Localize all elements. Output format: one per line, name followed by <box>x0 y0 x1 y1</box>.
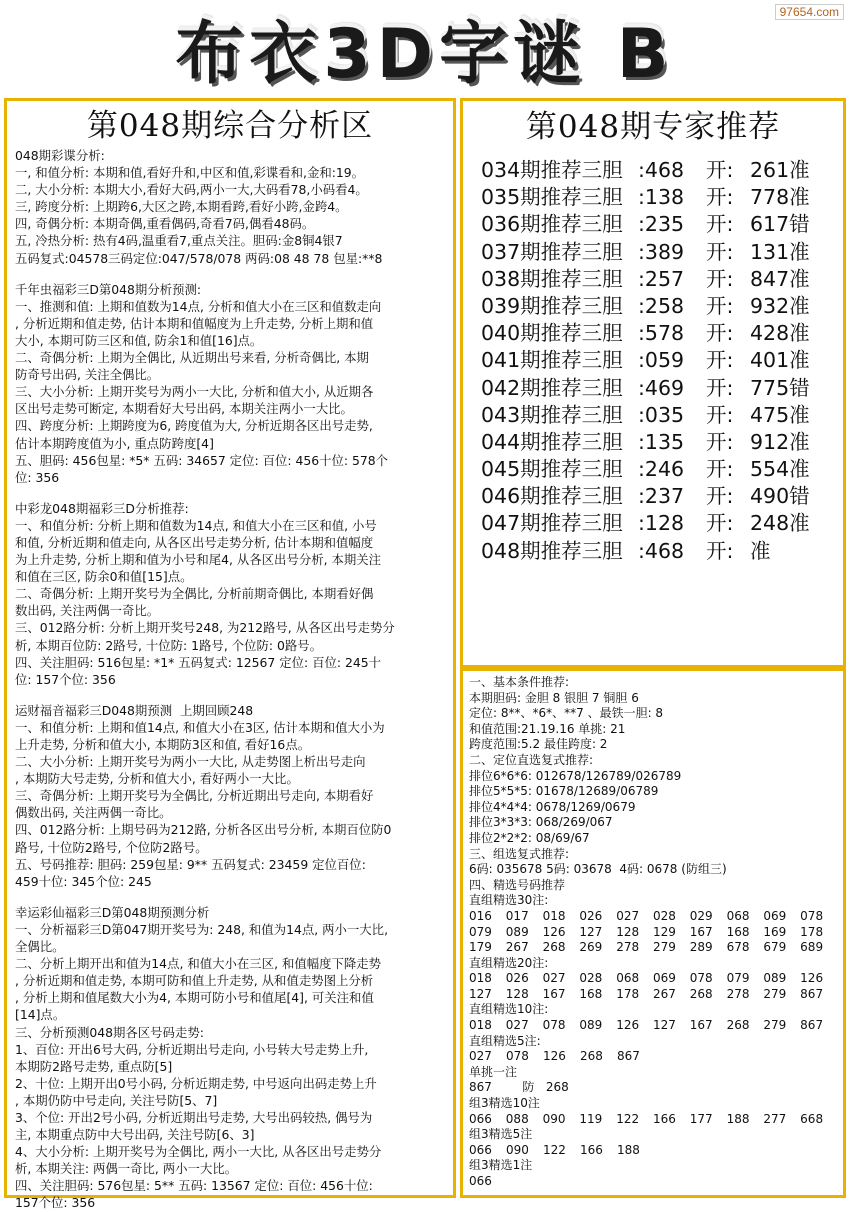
analysis-line: 五、胆码: 456包星: *5* 五码: 34657 定位: 百位: 456十位: 578个 <box>15 452 389 468</box>
number-cell: 278 <box>726 986 750 1001</box>
recommended-code: :246 <box>638 457 685 482</box>
recommendation-row <box>481 402 843 429</box>
banner <box>0 0 850 96</box>
analysis-line: 四、关注胆码: 576包星: 5** 五码: 13567 定位: 百位: 456十位: <box>15 1178 373 1194</box>
condition-line: 定位: 8**、*6*、**7 、最铁一胆: 8 <box>469 706 664 721</box>
number-cell: 867 <box>617 1049 640 1064</box>
group-label: 组3精选5注 <box>469 1127 533 1142</box>
section-heading: 千年虫福彩三D第048期分析预测: <box>15 281 202 297</box>
number-cell: 027 <box>616 908 640 923</box>
condition-line: 二、定位直选复式推荐: <box>469 752 594 767</box>
analysis-line: 五, 冷热分析: 热有4码,温重看7,重点关注。胆码:金8铜4银7 <box>15 233 343 249</box>
number-cell: 268 <box>689 986 713 1001</box>
draw-result: 847准 <box>750 266 810 291</box>
number-cell: 267 <box>652 986 676 1001</box>
period-label: 041期推荐三胆 <box>481 348 623 373</box>
recommended-code: :059 <box>638 348 685 373</box>
number-cell: 066 <box>469 1111 492 1126</box>
number-cell: 178 <box>616 986 640 1001</box>
number-cell: 168 <box>726 924 750 939</box>
number-cell: 016 <box>469 908 492 923</box>
analysis-panel <box>4 98 456 1211</box>
number-cell: 178 <box>800 924 824 939</box>
analysis-line: 三、奇偶分析: 上期开奖号为全偶比, 分析近期出号走向, 本期看好 <box>15 788 374 804</box>
number-cell: 167 <box>542 986 566 1001</box>
analysis-line: 3、个位: 开出2号小码, 分析近期出号走势, 大号出码较热, 偶号为 <box>15 1109 373 1125</box>
number-cell: 279 <box>652 940 676 955</box>
analysis-line: 三, 跨度分析: 上期跨6,大区之跨,本期看跨,看好小跨,金跨4。 <box>15 199 348 215</box>
draw-result: 475准 <box>750 402 810 427</box>
section-heading: 幸运彩仙福彩三D第048期预测分析 <box>15 904 210 920</box>
number-cell: 679 <box>763 940 787 955</box>
analysis-line: 一、分析福彩三D第047期开奖号为: 248, 和值为14点, 两小一大比, <box>15 921 389 937</box>
number-cell: 668 <box>800 1111 824 1126</box>
number-cell: 027 <box>542 971 566 986</box>
number-row <box>469 1049 837 1065</box>
analysis-line: 位: 157个位: 356 <box>15 671 116 687</box>
analysis-line: 一、推测和值: 上期和值数为14点, 分析和值大小在三区和值数走向 <box>15 298 382 314</box>
number-cell: 122 <box>543 1142 566 1157</box>
number-row <box>469 940 837 956</box>
conditions-body <box>463 671 843 1190</box>
draw-result: 准 <box>750 538 771 563</box>
recommendation-row <box>481 184 843 211</box>
number-cell: 018 <box>542 908 566 923</box>
draw-label: 开: <box>706 321 734 346</box>
analysis-line: 459十位: 345个位: 245 <box>15 873 152 889</box>
recommended-code: :138 <box>638 185 685 210</box>
number-cell: 166 <box>580 1142 603 1157</box>
number-cell: 126 <box>800 971 824 986</box>
recommendation-row <box>481 429 843 456</box>
number-row <box>469 925 837 941</box>
number-cell: 279 <box>763 986 787 1001</box>
period-label: 045期推荐三胆 <box>481 457 623 482</box>
conditions-panel <box>460 668 846 1198</box>
analysis-line: , 本期仍防中号走向, 关注号防[5、7] <box>15 1092 218 1108</box>
analysis-line: 和值在三区, 防余0和值[15]点。 <box>15 569 193 585</box>
recommendation-row <box>481 375 843 402</box>
recommended-code: :135 <box>638 429 685 454</box>
number-cell: 269 <box>579 940 603 955</box>
analysis-line: 五码复式:04578三码定位:047/578/078 两码:08 48 78 包星:**8 <box>15 250 383 266</box>
analysis-line: 本期防2路号走势, 重点防[5] <box>15 1058 173 1074</box>
number-cell: 028 <box>579 971 603 986</box>
number-cell: 018 <box>469 971 492 986</box>
number-cell: 018 <box>469 1018 492 1033</box>
period-label: 048期推荐三胆 <box>481 538 623 563</box>
condition-line: 本期胆码: 金胆 8 银胆 7 铜胆 6 <box>469 690 639 705</box>
number-cell: 126 <box>542 924 566 939</box>
section-heading: 048期彩谍分析: <box>15 148 105 163</box>
recommended-code: :257 <box>638 266 685 291</box>
number-cell: 867 <box>800 1018 824 1033</box>
number-cell: 126 <box>543 1049 566 1064</box>
section-heading: 运财福音福彩三D048期预测 上期回顾248 <box>15 702 254 718</box>
number-cell: 119 <box>579 1111 603 1126</box>
condition-line: 一、基本条件推荐: <box>469 675 570 689</box>
number-cell: 179 <box>469 940 492 955</box>
number-row <box>469 971 837 987</box>
analysis-body <box>7 145 453 1212</box>
single-pick: 867 防 268 <box>469 1080 569 1095</box>
analysis-line: 一, 和值分析: 本期和值,看好升和,中区和值,彩谍看和,金和:19。 <box>15 165 365 181</box>
period-label: 037期推荐三胆 <box>481 239 623 264</box>
draw-label: 开: <box>706 266 734 291</box>
period-label: 035期推荐三胆 <box>481 185 623 210</box>
draw-result: 428准 <box>750 321 810 346</box>
section-heading: 中彩龙048期福彩三D分析推荐: <box>15 500 189 516</box>
analysis-line: 三、012路分析: 分析上期开奖号248, 为212路号, 从各区出号走势分 <box>15 620 395 636</box>
number-cell: 026 <box>505 971 529 986</box>
section-gap <box>15 890 447 904</box>
draw-result: 912准 <box>750 429 810 454</box>
expert-list <box>463 157 843 565</box>
expert-panel <box>460 98 846 668</box>
analysis-line: 一、和值分析: 上期和值14点, 和值大小在3区, 估计本期和值大小为 <box>15 719 385 735</box>
number-cell: 167 <box>689 1018 713 1033</box>
number-cell: 079 <box>726 971 750 986</box>
number-cell: 122 <box>616 1111 640 1126</box>
recommendation-row <box>481 456 843 483</box>
analysis-line: 五、号码推荐: 胆码: 259包星: 9** 五码复式: 23459 定位百位: <box>15 856 366 872</box>
number-cell: 069 <box>763 908 787 923</box>
draw-result: 131准 <box>750 239 810 264</box>
number-cell: 278 <box>616 940 640 955</box>
analysis-line: 4、大小分析: 上期开奖号为全偶比, 两小一大比, 从各区出号走势分 <box>15 1144 382 1160</box>
recommended-code: :128 <box>638 511 685 536</box>
group-label: 直组精选10注: <box>469 1002 549 1017</box>
analysis-line: 区出号走势可断定, 本期看好大号出码, 本期关注两小一大比。 <box>15 401 353 417</box>
analysis-line: 大小, 本期可防三区和值, 防余1和值[16]点。 <box>15 332 263 348</box>
analysis-line: 数出码, 关注两偶一奇比。 <box>15 603 160 619</box>
period-label: 047期推荐三胆 <box>481 511 623 536</box>
section-gap <box>15 688 447 702</box>
recommended-code: :258 <box>638 293 685 318</box>
number-cell: 078 <box>800 908 824 923</box>
draw-label: 开: <box>706 429 734 454</box>
analysis-line: 三、大小分析: 上期开奖号为两小一大比, 分析和值大小, 从近期各 <box>15 384 374 400</box>
group-label: 直组精选20注: <box>469 955 549 970</box>
analysis-line: 四、012路分析: 上期号码为212路, 分析各区出号分析, 本期百位防0 <box>15 822 392 838</box>
analysis-line: 二、分析上期开出和值为14点, 和值大小在三区, 和值幅度下降走势 <box>15 956 382 972</box>
number-cell: 089 <box>505 924 529 939</box>
analysis-line: 二, 大小分析: 本期大小,看好大码,两小一大,大码看78,小码看4。 <box>15 182 368 198</box>
recommended-code: :578 <box>638 321 685 346</box>
condition-line: 和值范围:21.19.16 单挑: 21 <box>469 721 626 736</box>
analysis-line: 位: 356 <box>15 469 60 485</box>
expert-title: 第048期专家推荐 <box>525 109 781 145</box>
number-cell: 127 <box>652 1018 676 1033</box>
number-row <box>469 1018 837 1034</box>
recommendation-row <box>481 510 843 537</box>
draw-label: 开: <box>706 212 734 237</box>
number-cell: 268 <box>726 1018 750 1033</box>
analysis-line: 估计本期跨度值为小, 重点防跨度[4] <box>15 435 214 451</box>
draw-label: 开: <box>706 293 734 318</box>
number-row <box>469 1143 837 1159</box>
recommendation-row <box>481 538 843 565</box>
period-label: 038期推荐三胆 <box>481 266 623 291</box>
analysis-line: 二、奇偶分析: 上期为全偶比, 从近期出号来看, 分析奇偶比, 本期 <box>15 350 369 366</box>
condition-line: 排位6*6*6: 012678/126789/026789 <box>469 768 682 783</box>
period-label: 034期推荐三胆 <box>481 158 623 182</box>
analysis-line: 析, 本期百位防: 2路号, 十位防: 1路号, 个位防: 0路号。 <box>15 637 323 653</box>
analysis-line: , 分析近期和值走势, 估计本期和值幅度为上升走势, 分析上期和值 <box>15 315 374 331</box>
group-label: 组3精选1注 <box>469 1158 533 1173</box>
group-label: 直组精选5注: <box>469 1033 541 1048</box>
analysis-line: 上升走势, 分析和值大小, 本期防3区和值, 看好16点。 <box>15 737 311 752</box>
number-cell: 027 <box>469 1049 492 1064</box>
recommendation-row <box>481 266 843 293</box>
draw-result: 932准 <box>750 293 810 318</box>
number-cell: 289 <box>689 940 713 955</box>
number-cell: 078 <box>542 1018 566 1033</box>
number-row <box>469 987 837 1003</box>
number-cell: 167 <box>689 924 713 939</box>
condition-line: 排位3*3*3: 068/269/067 <box>469 815 613 830</box>
draw-label: 开: <box>706 484 734 509</box>
number-cell: 128 <box>616 924 640 939</box>
number-cell: 267 <box>505 940 529 955</box>
number-cell: 090 <box>506 1142 529 1157</box>
recommended-code: :468 <box>638 538 685 563</box>
recommendation-row <box>481 320 843 347</box>
number-cell: 168 <box>579 986 603 1001</box>
analysis-line: 和值, 分析近期和值走向, 从各区出号走势分析, 估计本期和值幅度 <box>15 534 374 550</box>
recommended-code: :468 <box>638 158 685 182</box>
analysis-line: 二、奇偶分析: 上期开奖号为全偶比, 分析前期奇偶比, 本期看好偶 <box>15 586 374 602</box>
period-label: 042期推荐三胆 <box>481 375 623 400</box>
analysis-line: 为上升走势, 分析上期和值为小号和尾4, 从各区出号分析, 本期关注 <box>15 552 382 568</box>
draw-result: 261准 <box>750 158 810 182</box>
period-label: 044期推荐三胆 <box>481 429 623 454</box>
site-watermark: 97654.com <box>775 4 844 20</box>
number-cell: 088 <box>505 1111 529 1126</box>
analysis-line: 1、百位: 开出6号大码, 分析近期出号走向, 小号转大号走势上升, <box>15 1041 369 1057</box>
analysis-line: , 分析上期和值尾数大小为4, 本期可防小号和值尾[4], 可关注和值 <box>15 990 374 1006</box>
number-cell: 268 <box>542 940 566 955</box>
draw-label: 开: <box>706 538 734 563</box>
recommended-code: :237 <box>638 484 685 509</box>
number-row <box>469 1112 837 1128</box>
recommendation-row <box>481 239 843 266</box>
number-cell: 268 <box>580 1049 603 1064</box>
period-label: 046期推荐三胆 <box>481 484 623 509</box>
analysis-line: 157个位: 356 <box>15 1195 96 1211</box>
draw-label: 开: <box>706 511 734 536</box>
analysis-line: 全偶比。 <box>15 939 65 955</box>
analysis-line: 主, 本期重点防中大号出码, 关注号防[6、3] <box>15 1127 255 1143</box>
condition-line: 四、精选号码推荐 <box>469 877 566 892</box>
number-cell: 078 <box>506 1049 529 1064</box>
number-cell: 078 <box>689 971 713 986</box>
condition-line: 排位5*5*5: 01678/12689/06789 <box>469 784 659 799</box>
number-cell: 169 <box>763 924 787 939</box>
condition-line: 跨度范围:5.2 最佳跨度: 2 <box>469 737 608 752</box>
analysis-line: 析, 本期关注: 两偶一奇比, 两小一大比。 <box>15 1161 238 1177</box>
number-cell: 188 <box>617 1142 640 1157</box>
number-cell: 066 <box>469 1174 492 1188</box>
number-row <box>469 909 837 925</box>
analysis-line: 三、分析预测048期各区号码走势: <box>15 1024 204 1040</box>
number-cell: 026 <box>579 908 603 923</box>
number-cell: 029 <box>689 908 713 923</box>
recommended-code: :469 <box>638 375 685 400</box>
number-cell: 129 <box>652 924 676 939</box>
analysis-line: 防奇号出码, 关注全偶比。 <box>15 367 160 383</box>
analysis-line: 四、关注胆码: 516包星: *1* 五码复式: 12567 定位: 百位: 245十 <box>15 654 382 670</box>
number-cell: 089 <box>579 1018 603 1033</box>
analysis-line: 四、跨度分析: 上期跨度为6, 跨度值为大, 分析近期各区出号走势, <box>15 418 373 434</box>
draw-result: 490错 <box>750 484 810 509</box>
analysis-line: [14]点。 <box>15 1007 66 1023</box>
condition-line: 三、组选复式推荐: <box>469 846 570 861</box>
number-cell: 166 <box>652 1111 676 1126</box>
draw-result: 248准 <box>750 511 810 536</box>
number-cell: 090 <box>542 1111 566 1126</box>
analysis-line: 二、大小分析: 上期开奖号为两小一大比, 从走势图上析出号走向 <box>15 754 366 770</box>
recommendation-row <box>481 157 843 184</box>
number-cell: 177 <box>689 1111 713 1126</box>
number-cell: 127 <box>469 986 492 1001</box>
draw-result: 617错 <box>750 212 810 237</box>
number-cell: 079 <box>469 924 492 939</box>
period-label: 036期推荐三胆 <box>481 212 623 237</box>
section-gap <box>15 267 447 281</box>
recommendation-row <box>481 211 843 238</box>
number-cell: 188 <box>726 1111 750 1126</box>
draw-label: 开: <box>706 457 734 482</box>
number-cell: 066 <box>469 1142 492 1157</box>
condition-line: 6码: 035678 5码: 03678 4码: 0678 (防组三) <box>469 862 727 877</box>
draw-result: 778准 <box>750 185 810 210</box>
number-cell: 126 <box>616 1018 640 1033</box>
number-cell: 279 <box>763 1018 787 1033</box>
condition-line: 直组精选30注: <box>469 893 549 908</box>
number-cell: 689 <box>800 940 824 955</box>
analysis-line: 偶数出码, 关注两偶一奇比。 <box>15 805 172 821</box>
number-cell: 127 <box>579 924 603 939</box>
number-cell: 028 <box>652 908 676 923</box>
group-label: 单挑一注 <box>469 1064 518 1079</box>
number-cell: 867 <box>800 986 824 1001</box>
section-gap <box>15 486 447 500</box>
number-cell: 678 <box>726 940 750 955</box>
analysis-line: 2、十位: 上期开出0号小码, 分析近期走势, 中号返向出码走势上升 <box>15 1075 377 1091</box>
analysis-line: 路号, 十位防2路号, 个位防2路号。 <box>15 839 208 855</box>
group-label: 组3精选10注 <box>469 1096 540 1111</box>
number-cell: 068 <box>726 908 750 923</box>
number-cell: 128 <box>505 986 529 1001</box>
number-cell: 068 <box>616 971 640 986</box>
number-row <box>469 1174 837 1190</box>
number-cell: 277 <box>763 1111 787 1126</box>
condition-line: 排位2*2*2: 08/69/67 <box>469 830 590 845</box>
draw-label: 开: <box>706 158 734 182</box>
number-cell: 089 <box>763 971 787 986</box>
draw-label: 开: <box>706 348 734 373</box>
recommendation-row <box>481 347 843 374</box>
period-label: 043期推荐三胆 <box>481 402 623 427</box>
period-label: 040期推荐三胆 <box>481 321 623 346</box>
recommended-code: :035 <box>638 402 685 427</box>
draw-result: 401准 <box>750 348 810 373</box>
draw-result: 775错 <box>750 375 810 400</box>
draw-result: 554准 <box>750 457 810 482</box>
recommended-code: :235 <box>638 212 685 237</box>
draw-label: 开: <box>706 375 734 400</box>
number-cell: 069 <box>652 971 676 986</box>
draw-label: 开: <box>706 402 734 427</box>
banner-title: 布衣3D字谜 B <box>175 14 675 94</box>
analysis-line: 四, 奇偶分析: 本期奇偶,重看偶码,奇看7码,偶看48码。 <box>15 216 315 232</box>
period-label: 039期推荐三胆 <box>481 293 623 318</box>
number-cell: 027 <box>505 1018 529 1033</box>
number-cell: 017 <box>505 908 529 923</box>
analysis-title: 第048期综合分析区 <box>86 108 374 144</box>
analysis-line: , 本期防大号走势, 分析和值大小, 看好两小一大比。 <box>15 771 299 787</box>
analysis-line: , 分析近期和值走势, 本期可防和值上升走势, 从和值走势图上分析 <box>15 973 374 989</box>
recommendation-row <box>481 293 843 320</box>
draw-label: 开: <box>706 239 734 264</box>
recommendation-row <box>481 483 843 510</box>
recommended-code: :389 <box>638 239 685 264</box>
condition-line: 排位4*4*4: 0678/1269/0679 <box>469 799 636 814</box>
analysis-line: 一、和值分析: 分析上期和值数为14点, 和值大小在三区和值, 小号 <box>15 517 377 533</box>
draw-label: 开: <box>706 185 734 210</box>
